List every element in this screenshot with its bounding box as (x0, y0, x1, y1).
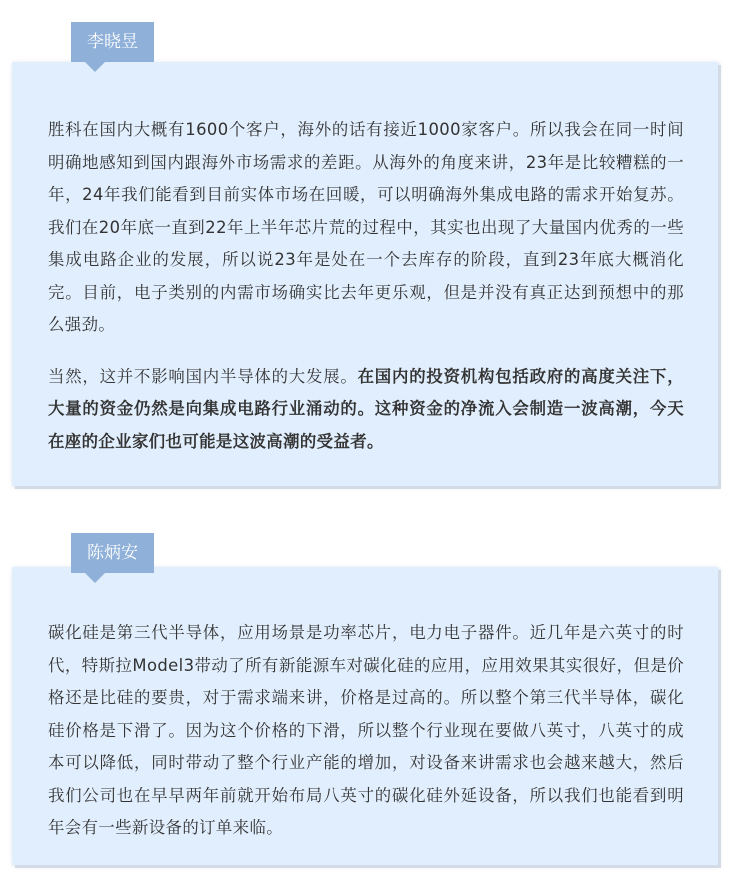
speaker-name-tag: 陈炳安 (71, 533, 154, 573)
speaker-name-tag: 李晓昱 (71, 22, 154, 62)
paragraph-bold-text: 在国内的投资机构包括政府的高度关注下，大量的资金仍然是向集成电路行业涌动的。这种资金的净流入会制造一波高潮，今天在座的企业家们也可能是这波高潮的受益者。 (48, 366, 684, 451)
quote-panel (12, 567, 718, 865)
paragraph-text: 碳化硅是第三代半导体，应用场景是功率芯片，电力电子器件。近几年是六英寸的时代，特斯拉Model3带动了所有新能源车对碳化硅的应用，应用效果其实很好，但是价格还是比硅的要贵，对于需求端来讲，价格是过高的。所以整个第三代半导体，碳化硅价格是下滑了。因为这个价格的下滑，所以整个行业现在要做八英寸，八英寸的成本可以降低，同时带动了整个行业产能的增加，对设备来讲需求也会越来越大，然后我们公司也在早早两年前就开始布局八英寸的碳化硅外延设备，所以我们也能看到明年会有一些新设备的订单来临。 (48, 623, 684, 837)
paragraph-text: 胜科在国内大概有1600个客户，海外的话有接近1000家客户。所以我会在同一时间明确地感知到国内跟海外市场需求的差距。从海外的角度来讲，23年是比较糟糕的一年，24年我们能看到目前实体市场在回暖，可以明确海外集成电路的需求开始复苏。我们在20年底一直到22年上半年芯片荒的过程中，其实也出现了大量国内优秀的一些集成电路企业的发展，所以说23年是处在一个去库存的阶段，直到23年底大概消化完。目前，电子类别的内需市场确实比去年更乐观，但是并没有真正达到预想中的那么强劲。 (48, 120, 684, 334)
quote-paragraph (48, 114, 684, 342)
quote-paragraph (48, 361, 684, 459)
paragraph-text: 当然，这并不影响国内半导体的大发展。 (48, 366, 358, 386)
quote-paragraph (48, 617, 684, 845)
quote-panel (12, 62, 718, 486)
